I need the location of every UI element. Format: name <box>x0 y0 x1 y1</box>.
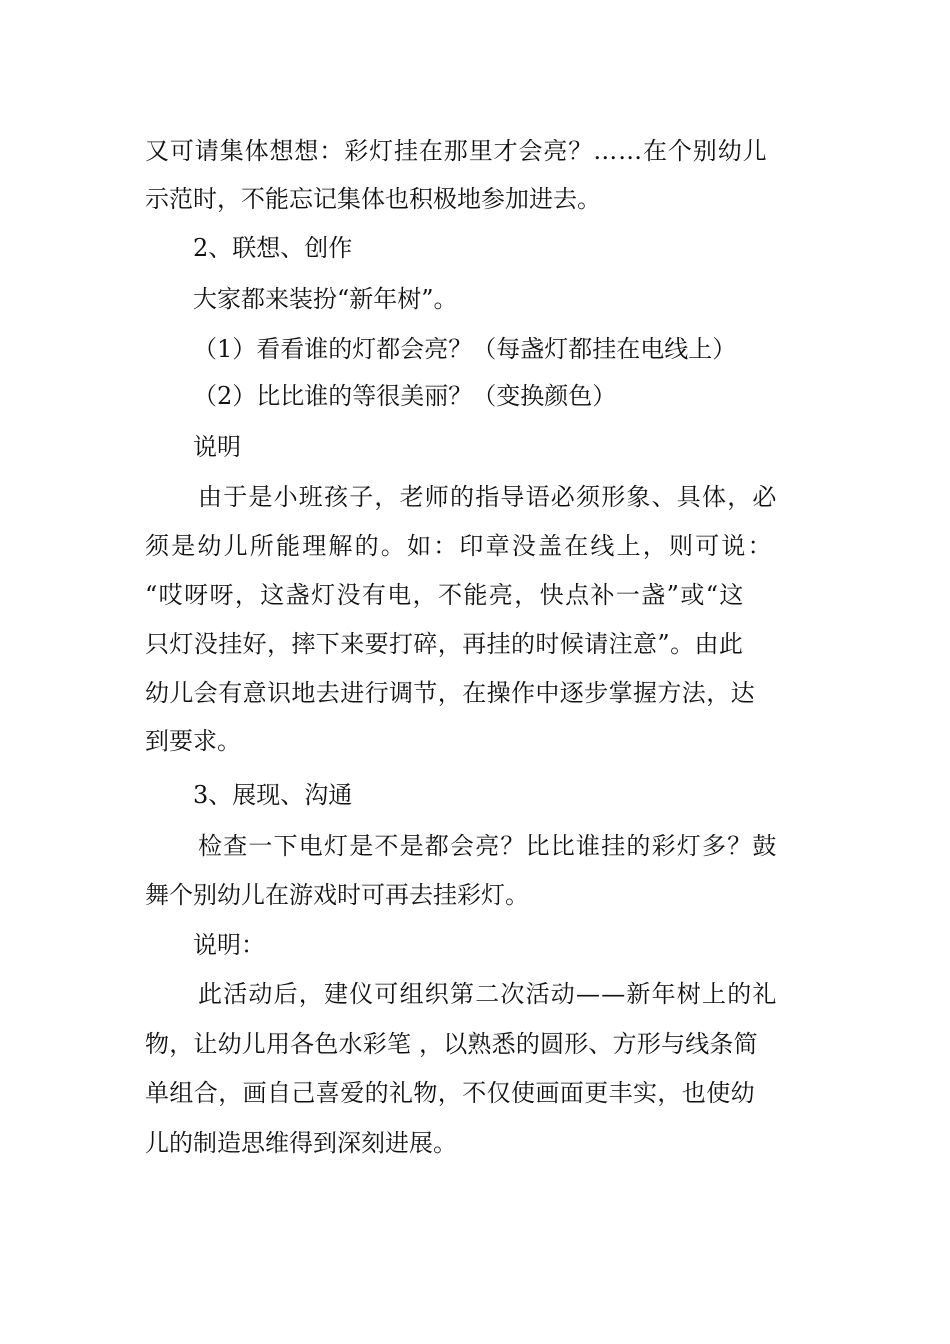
section-heading-3: 3、展现、沟通 <box>193 781 353 809</box>
text-line-6: （2）比比谁的等很美丽？（变换颜色） <box>193 382 617 410</box>
text-line-5: （1）看看谁的灯都会亮？（每盏灯都挂在电线上） <box>193 335 737 363</box>
text-line-12: 幼儿会有意识地去进行调节，在操作中逐步掌握方法，达 <box>145 679 755 707</box>
text-line-1: 又可请集体想想：彩灯挂在那里才会亮？……在个别幼儿 <box>145 137 768 165</box>
note-label-2: 说明： <box>193 931 265 959</box>
text-line-19: 物，让幼儿用各色水彩笔 ，以熟悉的圆形、方形与线条简 <box>145 1030 758 1058</box>
text-line-9: 须是幼儿所能理解的。如：印章没盖在线上，则可说： <box>145 532 774 560</box>
text-line-4: 大家都来装扮“新年树”。 <box>193 285 458 313</box>
text-line-11: 只灯没挂好，摔下来要打碎，再挂的时候请注意”。由此 <box>145 630 744 658</box>
text-line-20: 单组合，画自己喜爱的礼物，不仅使画面更丰实，也使幼 <box>145 1079 755 1107</box>
text-line-13: 到要求。 <box>145 727 241 755</box>
section-heading-2: 2、联想、创作 <box>193 234 353 262</box>
text-line-15: 检查一下电灯是不是都会亮？比比谁挂的彩灯多？鼓 <box>198 832 778 860</box>
text-line-8: 由于是小班孩子，老师的指导语必须形象、具体，必 <box>198 483 778 511</box>
text-line-2: 示范时，不能忘记集体也积极地参加进去。 <box>145 185 601 213</box>
text-line-10: “哎呀呀，这盏灯没有电，不能亮，快点补一盏”或“这 <box>145 581 745 609</box>
note-label-1: 说明 <box>193 433 241 461</box>
text-line-16: 舞个别幼儿在游戏时可再去挂彩灯。 <box>145 881 529 909</box>
text-line-21: 儿的制造思维得到深刻进展。 <box>145 1129 457 1157</box>
text-line-18: 此活动后，建仪可组织第二次活动——新年树上的礼 <box>198 980 778 1008</box>
